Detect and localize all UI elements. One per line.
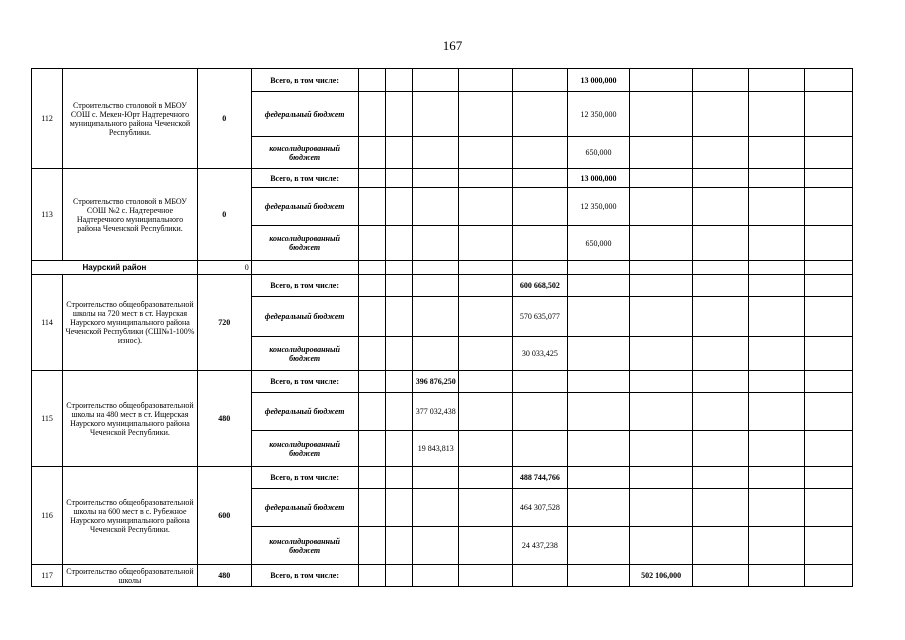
value-total: 13 000,000 bbox=[567, 69, 629, 92]
value-total: 600 668,502 bbox=[512, 275, 567, 297]
object-name: Строительство столовой в МБОУ СОШ с. Мекен-Юрт Надтеречного муниципального района Чеченской Республики. bbox=[63, 69, 198, 169]
district-value: 0 bbox=[197, 261, 251, 275]
row-number: 113 bbox=[32, 169, 63, 261]
district-row bbox=[32, 261, 853, 275]
value-consolidated: 30 033,425 bbox=[512, 337, 567, 371]
source-consolidated-label: консолидированный бюджет bbox=[251, 137, 358, 169]
value-federal: 464 307,528 bbox=[512, 489, 567, 527]
source-total-label: Всего, в том числе: bbox=[251, 565, 358, 587]
object-name: Строительство общеобразовательной школы bbox=[63, 565, 198, 587]
source-total-label: Всего, в том числе: bbox=[251, 467, 358, 489]
table-row bbox=[32, 275, 853, 297]
object-name: Строительство общеобразовательной школы на 480 мест в ст. Ищерская Наурского муниципального района Чеченской Республики. bbox=[63, 371, 198, 467]
capacity-cell: 720 bbox=[197, 275, 251, 371]
source-federal-label: федеральный бюджет bbox=[251, 393, 358, 431]
value-consolidated: 19 843,813 bbox=[413, 431, 459, 467]
source-consolidated-label: консолидированный бюджет bbox=[251, 337, 358, 371]
source-total-label: Всего, в том числе: bbox=[251, 69, 358, 92]
capacity-cell: 600 bbox=[197, 467, 251, 565]
value-total: 396 876,250 bbox=[413, 371, 459, 393]
object-name: Строительство общеобразовательной школы на 720 мест в ст. Наурская Наурского муниципального района Чеченской Республики (СШ№1-100% износ). bbox=[63, 275, 198, 371]
district-name: Наурский район bbox=[32, 261, 198, 275]
object-name: Строительство общеобразовательной школы на 600 мест в с. Рубежное Наурского муниципального района Чеченской Республики. bbox=[63, 467, 198, 565]
table-row bbox=[32, 467, 853, 489]
row-number: 115 bbox=[32, 371, 63, 467]
source-consolidated-label: консолидированный бюджет bbox=[251, 226, 358, 261]
source-federal-label: федеральный бюджет bbox=[251, 92, 358, 137]
row-number: 112 bbox=[32, 69, 63, 169]
value-federal: 377 032,438 bbox=[413, 393, 459, 431]
value-total: 13 000,000 bbox=[567, 169, 629, 188]
source-total-label: Всего, в том числе: bbox=[251, 371, 358, 393]
source-total-label: Всего, в том числе: bbox=[251, 169, 358, 188]
capacity-cell: 480 bbox=[197, 371, 251, 467]
row-number: 116 bbox=[32, 467, 63, 565]
value-consolidated: 650,000 bbox=[567, 137, 629, 169]
page-number: 167 bbox=[442, 38, 463, 53]
source-federal-label: федеральный бюджет bbox=[251, 489, 358, 527]
value-federal: 570 635,077 bbox=[512, 297, 567, 337]
table-row bbox=[32, 565, 853, 587]
value-consolidated: 650,000 bbox=[567, 226, 629, 261]
source-federal-label: федеральный бюджет bbox=[251, 297, 358, 337]
row-number: 117 bbox=[32, 565, 63, 587]
table-row bbox=[32, 371, 853, 393]
capacity-cell: 480 bbox=[197, 565, 251, 587]
row-number: 114 bbox=[32, 275, 63, 371]
capacity-cell: 0 bbox=[197, 69, 251, 169]
budget-table bbox=[31, 68, 853, 587]
source-total-label: Всего, в том числе: bbox=[251, 275, 358, 297]
object-name: Строительство столовой в МБОУ СОШ №2 с. Надтеречное Надтеречного муниципального района Чеченской Республики. bbox=[63, 169, 198, 261]
source-consolidated-label: консолидированный бюджет bbox=[251, 431, 358, 467]
value-total: 502 106,000 bbox=[630, 565, 693, 587]
capacity-cell: 0 bbox=[197, 169, 251, 261]
table-row bbox=[32, 69, 853, 92]
source-federal-label: федеральный бюджет bbox=[251, 188, 358, 226]
value-federal: 12 350,000 bbox=[567, 92, 629, 137]
value-consolidated: 24 437,238 bbox=[512, 527, 567, 565]
table-row bbox=[32, 169, 853, 188]
value-total: 488 744,766 bbox=[512, 467, 567, 489]
source-consolidated-label: консолидированный бюджет bbox=[251, 527, 358, 565]
value-federal: 12 350,000 bbox=[567, 188, 629, 226]
